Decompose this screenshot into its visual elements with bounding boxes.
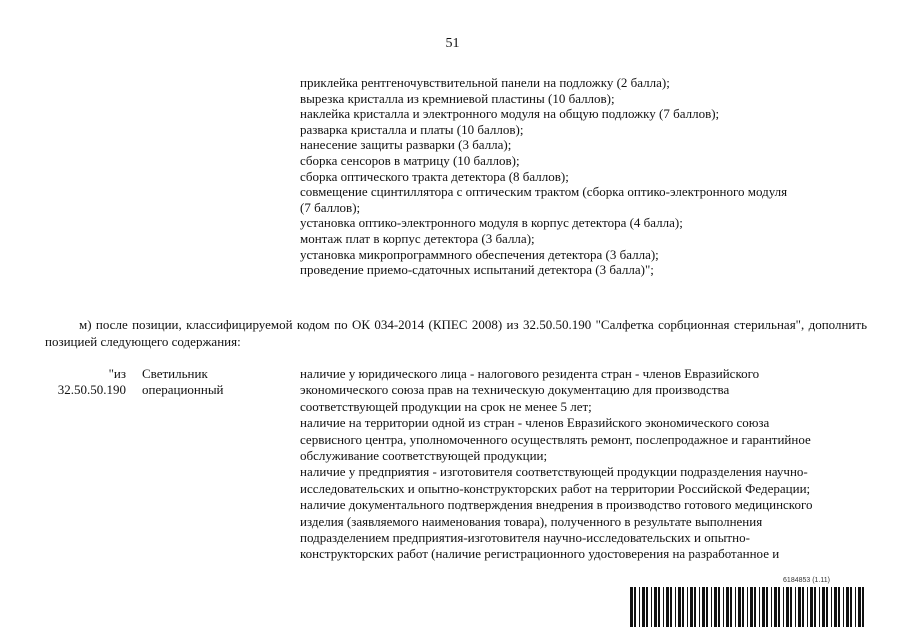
barcode-bar <box>675 587 676 627</box>
product-name-line: Светильник <box>142 366 208 381</box>
barcode-bar <box>862 587 864 627</box>
barcode-bar <box>711 587 712 627</box>
list-item: приклейка рентгеночувствительной панели на подложку (2 балла); <box>300 75 670 90</box>
barcode-bar <box>750 587 753 627</box>
barcode-bar <box>682 587 684 627</box>
barcode-bar <box>778 587 780 627</box>
barcode-bar <box>663 587 664 627</box>
barcode-bar <box>766 587 768 627</box>
barcode-bar <box>747 587 748 627</box>
barcode-bar <box>762 587 765 627</box>
barcode-bar <box>694 587 696 627</box>
list-item: нанесение защиты разварки (3 балла); <box>300 137 512 153</box>
page-number: 51 <box>445 36 460 51</box>
list-item: сборка оптического тракта детектора (8 баллов); <box>300 168 569 184</box>
barcode-bar <box>706 587 708 627</box>
requirement-line: обслуживание соответствующей продукции; <box>300 448 548 464</box>
okpd-code: 32.50.50.190 <box>57 382 126 398</box>
amendment-text: м) после позиции, классифицируемой кодом по ОК 034-2014 (КПЕС 2008) из 32.50.50.190 "Салфетка сорбционная стерильная", дополнить позицией следующего содержания: <box>45 317 867 349</box>
requirements-cell <box>300 366 860 563</box>
barcode-bar <box>646 587 648 627</box>
barcode-bar <box>831 587 832 627</box>
barcode-bar <box>666 587 669 627</box>
barcode-bar <box>639 587 640 627</box>
barcode-bar <box>822 587 825 627</box>
barcode-bar <box>642 587 645 627</box>
list-item: (7 баллов); <box>300 199 361 215</box>
barcode-bar <box>838 587 840 627</box>
barcode-bar <box>858 587 861 627</box>
barcode-bar <box>726 587 729 627</box>
barcode-bar <box>690 587 693 627</box>
criteria-list <box>300 75 860 278</box>
list-item: разварка кристалла и платы (10 баллов); <box>300 121 524 137</box>
requirement-line: исследовательских и опытно-конструкторских работ на территории Российской Федерации; <box>300 480 811 496</box>
barcode-bar <box>810 587 813 627</box>
list-item: монтаж плат в корпус детектора (3 балла); <box>300 230 535 246</box>
barcode-bar <box>795 587 796 627</box>
barcode-bar <box>658 587 660 627</box>
barcode-bar <box>774 587 777 627</box>
barcode-bar <box>819 587 820 627</box>
barcode-bar <box>654 587 657 627</box>
barcode-bar <box>846 587 849 627</box>
barcode-bar <box>651 587 652 627</box>
barcode-bar <box>850 587 852 627</box>
barcode-bar <box>771 587 772 627</box>
barcode-bar <box>783 587 784 627</box>
requirement-line: наличие на территории одной из стран - членов Евразийского экономического союза <box>300 415 770 431</box>
barcode-bar <box>670 587 672 627</box>
barcode-bar <box>730 587 732 627</box>
barcode-number: 6184853 (1.11) <box>783 577 830 584</box>
list-item: сборка сенсоров в матрицу (10 баллов); <box>300 152 520 168</box>
barcode-bar <box>814 587 816 627</box>
barcode-bar <box>723 587 724 627</box>
requirement-line: экономического союза прав на техническую документацию для производства <box>300 382 730 398</box>
list-item: совмещение сцинтиллятора с оптическим трактом (сборка оптико-электронного модуля <box>300 184 788 200</box>
requirement-line: конструкторских работ (наличие регистрационного удостоверения на разработанное и <box>300 546 780 562</box>
barcode-bar <box>630 587 633 627</box>
requirement-line: соответствующей продукции на срок не менее 5 лет; <box>300 398 592 414</box>
barcode-bar <box>742 587 744 627</box>
barcode-bar <box>678 587 681 627</box>
barcode-icon <box>630 587 870 627</box>
product-name-line: операционный <box>142 382 224 398</box>
list-item: наклейка кристалла и электронного модуля на общую подложку (7 баллов); <box>300 106 720 122</box>
requirement-line: наличие документального подтверждения внедрения в производство готового медицинского <box>300 497 813 513</box>
okpd-code-cell <box>40 366 126 399</box>
barcode-bar <box>798 587 801 627</box>
barcode-bar <box>759 587 760 627</box>
barcode-bar <box>634 587 636 627</box>
barcode-bar <box>699 587 700 627</box>
barcode <box>630 577 870 627</box>
barcode-bar <box>714 587 717 627</box>
requirement-line: наличие у юридического лица - налогового резидента стран - членов Евразийского <box>300 366 760 381</box>
barcode-bar <box>807 587 808 627</box>
barcode-bar <box>843 587 844 627</box>
product-name-cell <box>142 366 292 399</box>
amendment-paragraph <box>45 317 867 350</box>
barcode-bar <box>826 587 828 627</box>
barcode-bar <box>786 587 789 627</box>
list-item: установка микропрограммного обеспечения детектора (3 балла); <box>300 246 659 262</box>
barcode-bar <box>702 587 705 627</box>
barcode-bar <box>735 587 736 627</box>
list-item: установка оптико-электронного модуля в корпус детектора (4 балла); <box>300 215 683 231</box>
barcode-bar <box>855 587 856 627</box>
barcode-bar <box>687 587 688 627</box>
requirement-line: сервисного центра, уполномоченного осуществлять ремонт, послепродажное и гарантийное <box>300 431 811 447</box>
barcode-bar <box>790 587 792 627</box>
okpd-code-prefix: "из <box>108 366 126 381</box>
requirement-line: наличие у предприятия - изготовителя соответствующей продукции подразделения научно- <box>300 464 808 480</box>
requirement-line: изделия (заявляемого наименования товара), полученного в результате выполнения <box>300 513 763 529</box>
barcode-bar <box>834 587 837 627</box>
barcode-bar <box>738 587 741 627</box>
barcode-bar <box>754 587 756 627</box>
list-item: проведение приемо-сдаточных испытаний детектора (3 балла)"; <box>300 262 654 278</box>
requirement-line: подразделением предприятия-изготовителя научно-исследовательских и опытно- <box>300 530 750 546</box>
barcode-bar <box>802 587 804 627</box>
list-item: вырезка кристалла из кремниевой пластины (10 баллов); <box>300 90 615 106</box>
barcode-bar <box>718 587 720 627</box>
